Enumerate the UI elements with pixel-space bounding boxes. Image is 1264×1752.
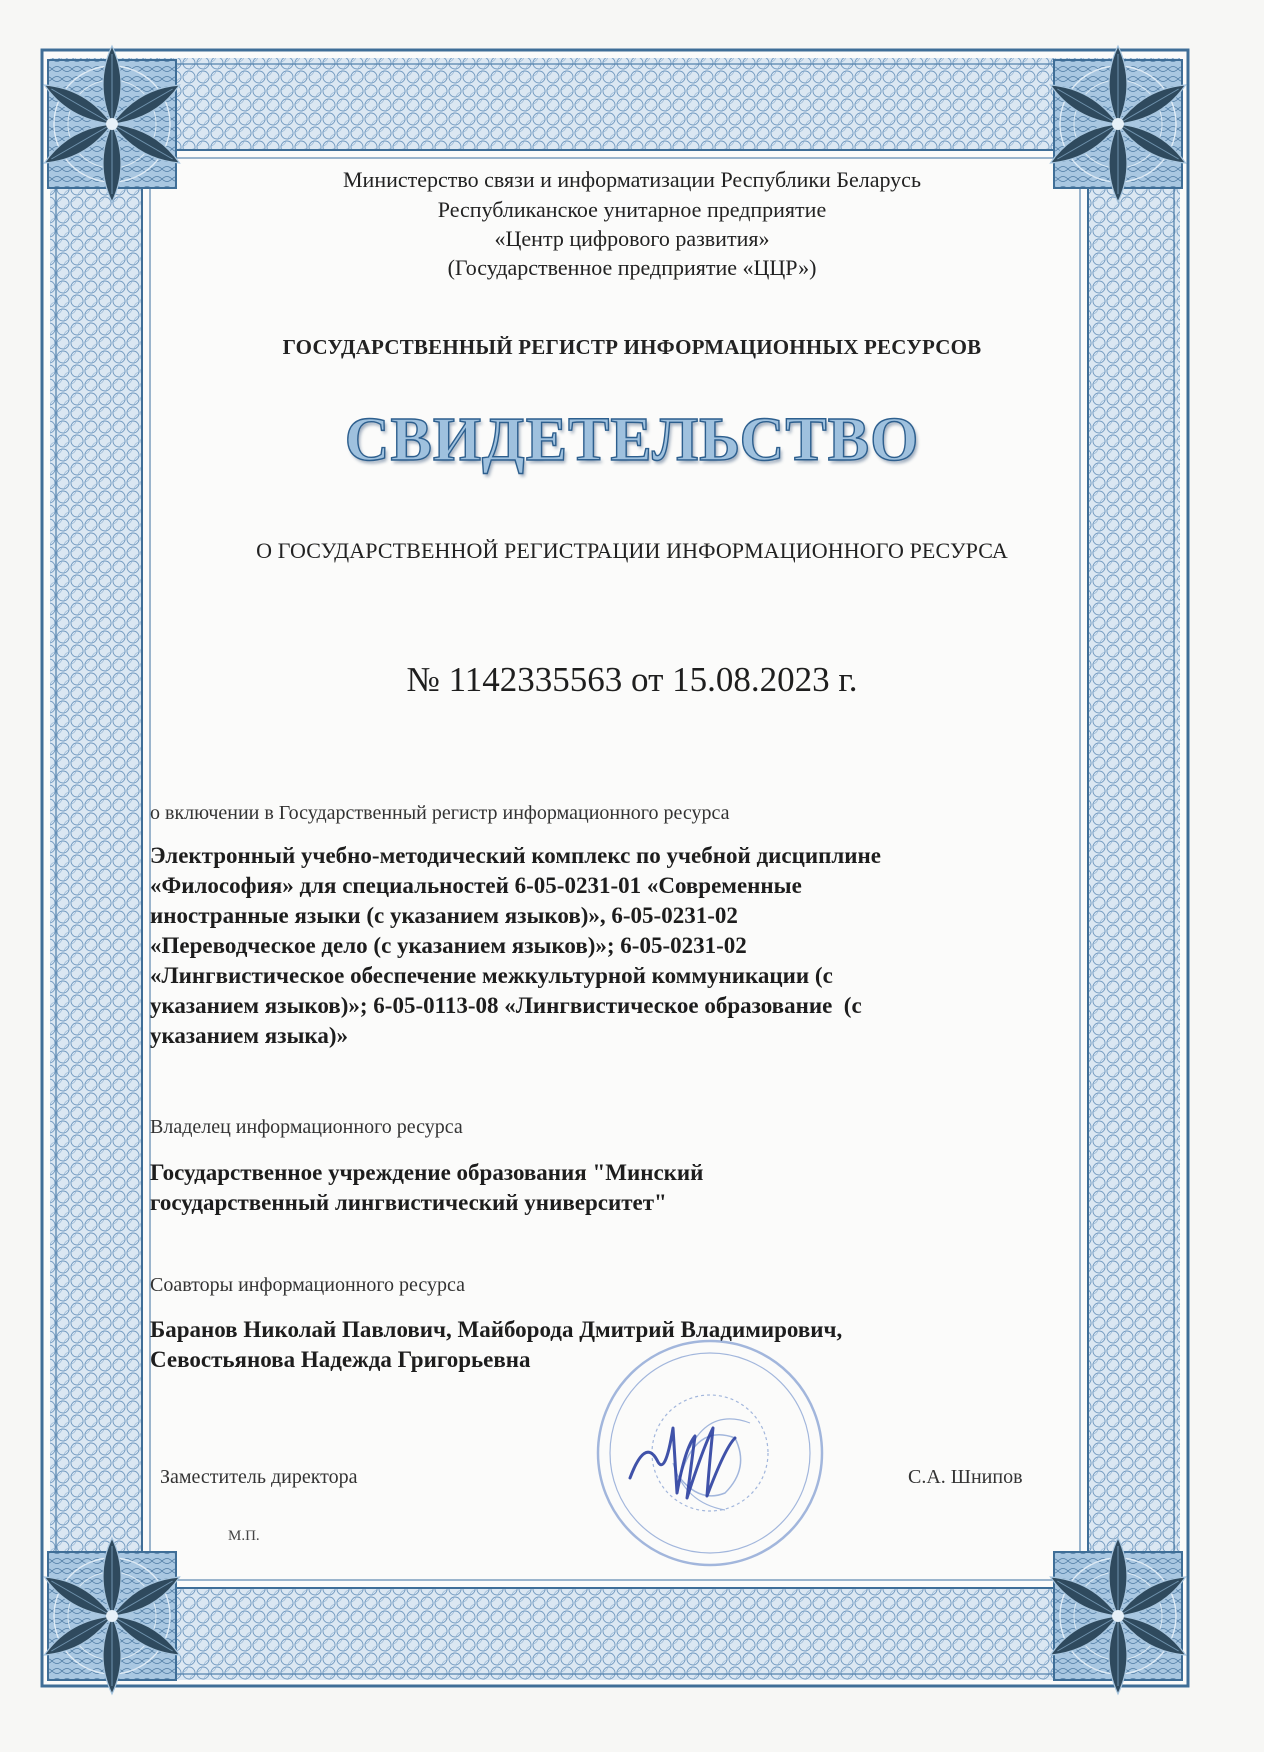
owner-line: государственный лингвистический университет" (150, 1190, 667, 1215)
resource-line: «Философия» для специальностей 6-05-0231-01 «Современные (150, 873, 802, 898)
owner-name (150, 1158, 910, 1218)
coauthors-line: Баранов Николай Павлович, Майборода Дмитрий Владимирович, (150, 1317, 843, 1342)
seal-place-mark: М.П. (228, 1528, 260, 1544)
document-title: СВИДЕТЕЛЬСТВО (344, 406, 920, 474)
signer-name: С.А. Шнипов (908, 1466, 1023, 1488)
resource-line: указанием языка)» (150, 1023, 348, 1048)
register-title: ГОСУДАРСТВЕННЫЙ РЕГИСТР ИНФОРМАЦИОННЫХ РЕСУРСОВ (282, 335, 982, 359)
signer-title: Заместитель директора (160, 1466, 358, 1488)
enterprise-name: «Центр цифрового развития» (494, 226, 770, 251)
ministry-name: Министерство связи и информатизации Республики Беларусь (343, 167, 921, 192)
enterprise-short-name: (Государственное предприятие «ЦЦР») (447, 255, 817, 280)
document-subtitle: О ГОСУДАРСТВЕННОЙ РЕГИСТРАЦИИ ИНФОРМАЦИОННОГО РЕСУРСА (256, 538, 1008, 563)
resource-line: указанием языков)»; 6-05-0113-08 «Лингвистическое образование (с (150, 993, 862, 1018)
signature-ink (630, 1428, 735, 1498)
coauthors-line: Севостьянова Надежда Григорьевна (150, 1347, 531, 1372)
owner-label: Владелец информационного ресурса (150, 1116, 463, 1138)
resource-line: Электронный учебно-методический комплекс по учебной дисциплине (150, 843, 881, 868)
round-seal-stamp (585, 1328, 835, 1578)
resource-line: «Переводческое дело (с указанием языков)»; 6-05-0231-02 (150, 933, 747, 958)
enterprise-type: Республиканское унитарное предприятие (437, 197, 827, 222)
resource-line: иностранные языки (с указанием языков)», 6-05-0231-02 (150, 903, 738, 928)
coauthors-label: Соавторы информационного ресурса (150, 1274, 466, 1296)
inclusion-label: о включении в Государственный регистр информационного ресурса (150, 802, 730, 824)
resource-line: «Лингвистическое обеспечение межкультурной коммуникации (с (150, 963, 833, 988)
resource-name (150, 841, 1090, 1051)
owner-line: Государственное учреждение образования "Минский (150, 1160, 704, 1185)
registration-number: № 1142335563 от 15.08.2023 г. (406, 660, 858, 699)
